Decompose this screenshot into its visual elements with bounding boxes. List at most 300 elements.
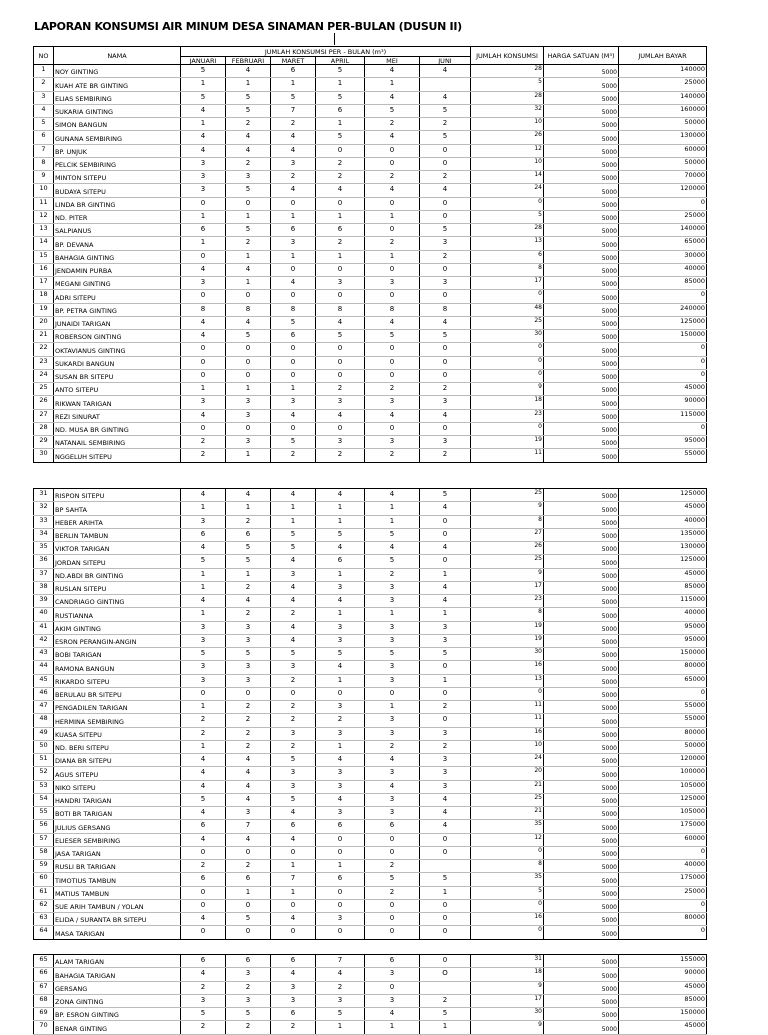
jan-value: 4 (181, 968, 226, 981)
unit-price: 5000 (544, 171, 619, 184)
unit-price: 5000 (544, 687, 619, 700)
mar-value: 3 (271, 994, 316, 1007)
apr-value: 3 (316, 396, 365, 409)
table-row (34, 356, 707, 369)
mar-value: 2 (271, 118, 316, 131)
jun-value: 2 (420, 449, 471, 462)
jun-value (420, 981, 471, 994)
row-number: 49 (34, 727, 54, 740)
jun-value: 5 (420, 489, 471, 502)
apr-value: 1 (316, 568, 365, 581)
unit-price: 5000 (544, 316, 619, 329)
total-payment: 0 (619, 343, 707, 356)
jun-value: 3 (420, 634, 471, 647)
apr-value: 3 (316, 780, 365, 793)
table-row (34, 303, 707, 316)
mar-value: 6 (271, 330, 316, 343)
unit-price: 5000 (544, 926, 619, 939)
jun-value: 5 (420, 1008, 471, 1021)
may-value: 0 (365, 369, 420, 382)
row-name: JENDAMIN PURBA (54, 263, 181, 276)
table-row (34, 383, 707, 396)
unit-price: 5000 (544, 449, 619, 462)
unit-price: 5000 (544, 224, 619, 237)
mar-value: 5 (271, 793, 316, 806)
feb-value: 0 (226, 356, 271, 369)
jan-value: 2 (181, 860, 226, 873)
total-payment: 130000 (619, 542, 707, 555)
total-payment: 95000 (619, 634, 707, 647)
row-number: 67 (34, 981, 54, 994)
jan-value: 5 (181, 555, 226, 568)
jan-value: 5 (181, 65, 226, 78)
feb-value: 0 (226, 369, 271, 382)
row-name: CANDRIAGO GINTING (54, 595, 181, 608)
apr-value: 3 (316, 767, 365, 780)
total-payment: 85000 (619, 994, 707, 1007)
row-name: HERMINA SEMBIRING (54, 714, 181, 727)
table-row (34, 754, 707, 767)
total-payment: 60000 (619, 833, 707, 846)
feb-value: 8 (226, 303, 271, 316)
row-name: SIMON BANGUN (54, 118, 181, 131)
table-row (34, 1021, 707, 1034)
jan-value: 1 (181, 568, 226, 581)
total-payment: 65000 (619, 674, 707, 687)
jan-value: 6 (181, 224, 226, 237)
total-consumption: 0 (471, 369, 544, 382)
jun-value: 2 (420, 994, 471, 1007)
row-name: JORDAN SITEPU (54, 555, 181, 568)
feb-value: 3 (226, 621, 271, 634)
feb-value: 1 (226, 449, 271, 462)
mar-value: 3 (271, 396, 316, 409)
total-payment: 175000 (619, 820, 707, 833)
feb-value: 1 (226, 78, 271, 91)
table-row (34, 634, 707, 647)
unit-price: 5000 (544, 634, 619, 647)
unit-price: 5000 (544, 873, 619, 886)
total-consumption: 11 (471, 449, 544, 462)
table-row (34, 886, 707, 899)
jan-value: 0 (181, 926, 226, 939)
row-name: NIKO SITEPU (54, 780, 181, 793)
apr-value: 6 (316, 224, 365, 237)
total-consumption: 14 (471, 171, 544, 184)
row-name: TIMOTIUS TAMBUN (54, 873, 181, 886)
may-value: 0 (365, 422, 420, 435)
total-payment: 85000 (619, 581, 707, 594)
may-value: 4 (365, 542, 420, 555)
row-number: 61 (34, 886, 54, 899)
may-value: 0 (365, 356, 420, 369)
total-payment: 105000 (619, 807, 707, 820)
may-value: 4 (365, 489, 420, 502)
jan-value: 4 (181, 104, 226, 117)
mar-value: 2 (271, 449, 316, 462)
feb-value: 0 (226, 290, 271, 303)
may-value: 1 (365, 210, 420, 223)
jan-value: 1 (181, 383, 226, 396)
table-row (34, 568, 707, 581)
table-row (34, 184, 707, 197)
apr-value: 1 (316, 740, 365, 753)
unit-price: 5000 (544, 104, 619, 117)
jun-value: 0 (420, 157, 471, 170)
feb-value: 1 (226, 502, 271, 515)
feb-value: 3 (226, 396, 271, 409)
jun-value: 3 (420, 767, 471, 780)
total-consumption: 16 (471, 661, 544, 674)
jan-value: 5 (181, 648, 226, 661)
row-number: 3 (34, 91, 54, 104)
jun-value: 0 (420, 714, 471, 727)
jun-value: 2 (420, 118, 471, 131)
table-row (34, 330, 707, 343)
table-row (34, 926, 707, 939)
table-row (34, 157, 707, 170)
total-payment: 65000 (619, 237, 707, 250)
feb-value: 5 (226, 1008, 271, 1021)
row-number: 6 (34, 131, 54, 144)
apr-value: 5 (316, 648, 365, 661)
unit-price: 5000 (544, 899, 619, 912)
apr-value: 0 (316, 144, 365, 157)
may-value: 1 (365, 250, 420, 263)
may-value: 5 (365, 104, 420, 117)
total-payment: 50000 (619, 740, 707, 753)
jan-value: 6 (181, 820, 226, 833)
jun-value: 0 (420, 369, 471, 382)
jan-value: 4 (181, 767, 226, 780)
total-consumption: 28 (471, 224, 544, 237)
row-name: BENAR GINTING (54, 1021, 181, 1034)
apr-value: 4 (316, 754, 365, 767)
row-number: 52 (34, 767, 54, 780)
feb-value: 4 (226, 489, 271, 502)
total-consumption: 10 (471, 118, 544, 131)
jun-value: 0 (420, 846, 471, 859)
jun-value: 4 (420, 502, 471, 515)
table-row (34, 648, 707, 661)
apr-value: 4 (316, 316, 365, 329)
total-payment: 30000 (619, 250, 707, 263)
unit-price: 5000 (544, 65, 619, 78)
total-consumption: 0 (471, 343, 544, 356)
table-row (34, 608, 707, 621)
row-name: VIKTOR TARIGAN (54, 542, 181, 555)
jun-value: O (420, 968, 471, 981)
jun-value: 4 (420, 65, 471, 78)
row-name: SUKARDI BANGUN (54, 356, 181, 369)
total-payment: 45000 (619, 981, 707, 994)
may-value: 3 (365, 277, 420, 290)
unit-price: 5000 (544, 157, 619, 170)
feb-value: 2 (226, 740, 271, 753)
table-row (34, 595, 707, 608)
apr-value: 0 (316, 899, 365, 912)
row-number: 17 (34, 277, 54, 290)
jun-value: 4 (420, 581, 471, 594)
jun-value: 8 (420, 303, 471, 316)
jun-value: 0 (420, 555, 471, 568)
row-name: BP. ESRON GINTING (54, 1008, 181, 1021)
mar-value: 0 (271, 263, 316, 276)
row-number: 68 (34, 994, 54, 1007)
jun-value (420, 860, 471, 873)
total-payment: 155000 (619, 955, 707, 968)
row-number: 35 (34, 542, 54, 555)
row-name: DIANA BR SITEPU (54, 754, 181, 767)
unit-price: 5000 (544, 78, 619, 91)
apr-value: 1 (316, 210, 365, 223)
unit-price: 5000 (544, 369, 619, 382)
jun-value: 0 (420, 422, 471, 435)
total-payment: 120000 (619, 754, 707, 767)
table-row (34, 873, 707, 886)
table-row (34, 727, 707, 740)
jun-value: 2 (420, 171, 471, 184)
total-payment: 45000 (619, 1021, 707, 1034)
row-number: 53 (34, 780, 54, 793)
total-consumption: 0 (471, 687, 544, 700)
unit-price: 5000 (544, 608, 619, 621)
total-consumption: 18 (471, 396, 544, 409)
table-row (34, 1008, 707, 1021)
row-name: BP. PETRA GINTING (54, 303, 181, 316)
table-row (34, 767, 707, 780)
total-consumption: 16 (471, 727, 544, 740)
jun-value: 3 (420, 754, 471, 767)
mar-value: 4 (271, 144, 316, 157)
mar-value: 2 (271, 171, 316, 184)
row-number: 43 (34, 648, 54, 661)
row-name: BAHAGIA GINTING (54, 250, 181, 263)
apr-value: 4 (316, 968, 365, 981)
may-value: 2 (365, 886, 420, 899)
row-number: 13 (34, 224, 54, 237)
jan-value: 0 (181, 290, 226, 303)
apr-value: 0 (316, 886, 365, 899)
may-value: 4 (365, 409, 420, 422)
total-consumption: 30 (471, 1008, 544, 1021)
row-number: 65 (34, 955, 54, 968)
feb-value: 4 (226, 65, 271, 78)
mar-value: 0 (271, 846, 316, 859)
apr-value: 2 (316, 171, 365, 184)
total-consumption: 31 (471, 955, 544, 968)
jan-value: 1 (181, 581, 226, 594)
may-value: 5 (365, 873, 420, 886)
jan-value: 1 (181, 701, 226, 714)
jun-value: 4 (420, 820, 471, 833)
total-consumption: 25 (471, 489, 544, 502)
total-payment: 100000 (619, 767, 707, 780)
total-consumption: 0 (471, 422, 544, 435)
jan-value: 5 (181, 793, 226, 806)
jan-value: 1 (181, 118, 226, 131)
table-row (34, 968, 707, 981)
total-payment: 125000 (619, 793, 707, 806)
feb-value: 7 (226, 820, 271, 833)
row-name: BUDAYA SITEPU (54, 184, 181, 197)
row-number: 58 (34, 846, 54, 859)
row-name: RUSLI BR TARIGAN (54, 860, 181, 873)
total-payment: 50000 (619, 157, 707, 170)
jan-value: 0 (181, 899, 226, 912)
jun-value: 2 (420, 740, 471, 753)
mar-value: 4 (271, 913, 316, 926)
table-row (34, 65, 707, 78)
mar-value: 5 (271, 528, 316, 541)
may-value: 0 (365, 926, 420, 939)
feb-value: 3 (226, 171, 271, 184)
may-value: 0 (365, 144, 420, 157)
jun-value: 5 (420, 131, 471, 144)
mar-value: 4 (271, 489, 316, 502)
feb-value: 5 (226, 913, 271, 926)
jan-value: 5 (181, 1008, 226, 1021)
total-payment: 0 (619, 369, 707, 382)
unit-price: 5000 (544, 131, 619, 144)
row-number: 56 (34, 820, 54, 833)
feb-value: 2 (226, 157, 271, 170)
jun-value: 2 (420, 383, 471, 396)
may-value: 4 (365, 91, 420, 104)
table-row (34, 118, 707, 131)
table-row (34, 701, 707, 714)
feb-value: 5 (226, 224, 271, 237)
unit-price: 5000 (544, 701, 619, 714)
apr-value: 1 (316, 1021, 365, 1034)
may-value: 0 (365, 343, 420, 356)
total-consumption: 10 (471, 157, 544, 170)
jun-value: 1 (420, 1021, 471, 1034)
unit-price: 5000 (544, 118, 619, 131)
apr-value: 3 (316, 727, 365, 740)
total-consumption: 19 (471, 621, 544, 634)
apr-value: 0 (316, 290, 365, 303)
mar-value: 4 (271, 184, 316, 197)
row-number: 37 (34, 568, 54, 581)
row-name: ESRON PERANGIN-ANGIN (54, 634, 181, 647)
apr-value: 3 (316, 436, 365, 449)
total-payment: 0 (619, 687, 707, 700)
row-number: 46 (34, 687, 54, 700)
total-consumption: 26 (471, 542, 544, 555)
apr-value: 7 (316, 955, 365, 968)
row-number: 44 (34, 661, 54, 674)
row-number: 64 (34, 926, 54, 939)
total-payment: 135000 (619, 528, 707, 541)
feb-value: 5 (226, 555, 271, 568)
apr-value: 1 (316, 674, 365, 687)
unit-price: 5000 (544, 184, 619, 197)
row-number: 31 (34, 489, 54, 502)
total-payment: 125000 (619, 316, 707, 329)
total-payment: 70000 (619, 171, 707, 184)
row-name: BERULAU BR SITEPU (54, 687, 181, 700)
row-name: KUASA SITEPU (54, 727, 181, 740)
jun-value: 0 (420, 515, 471, 528)
table-row (34, 555, 707, 568)
jun-value: 3 (420, 780, 471, 793)
table-row (34, 833, 707, 846)
may-value: 0 (365, 846, 420, 859)
apr-value: 3 (316, 701, 365, 714)
may-value: 0 (365, 981, 420, 994)
apr-value: 4 (316, 793, 365, 806)
feb-value: 1 (226, 383, 271, 396)
feb-value: 4 (226, 316, 271, 329)
may-value: 2 (365, 171, 420, 184)
total-consumption: 8 (471, 608, 544, 621)
jun-value: 1 (420, 674, 471, 687)
jan-value: 0 (181, 250, 226, 263)
mar-value: 3 (271, 780, 316, 793)
mar-value: 5 (271, 648, 316, 661)
unit-price: 5000 (544, 754, 619, 767)
row-name: RUSTIANNA (54, 608, 181, 621)
jan-value: 4 (181, 263, 226, 276)
row-name: JULIUS GERSANG (54, 820, 181, 833)
feb-value: 3 (226, 674, 271, 687)
may-value: 2 (365, 118, 420, 131)
jan-value: 6 (181, 528, 226, 541)
jun-value: 4 (420, 184, 471, 197)
row-number: 19 (34, 303, 54, 316)
jan-value: 4 (181, 316, 226, 329)
row-name: GERSANG (54, 981, 181, 994)
apr-value: 4 (316, 542, 365, 555)
jun-value: 0 (420, 343, 471, 356)
total-consumption: 5 (471, 78, 544, 91)
row-number: 21 (34, 330, 54, 343)
feb-value: 1 (226, 568, 271, 581)
apr-value: 4 (316, 184, 365, 197)
jan-value: 1 (181, 78, 226, 91)
may-value: 0 (365, 899, 420, 912)
row-name: ND. PITER (54, 210, 181, 223)
feb-value: 0 (226, 846, 271, 859)
table-row (34, 780, 707, 793)
row-name: SUE ARIH TAMBUN / YOLAN (54, 899, 181, 912)
mar-value: 1 (271, 78, 316, 91)
row-number: 8 (34, 157, 54, 170)
feb-value: 0 (226, 926, 271, 939)
table-row (34, 131, 707, 144)
total-payment: 150000 (619, 1008, 707, 1021)
feb-value: 5 (226, 184, 271, 197)
apr-value: 2 (316, 981, 365, 994)
mar-value: 1 (271, 210, 316, 223)
table-row (34, 449, 707, 462)
may-value: 1 (365, 515, 420, 528)
unit-price: 5000 (544, 91, 619, 104)
mar-value: 1 (271, 886, 316, 899)
mar-value: 4 (271, 581, 316, 594)
feb-value: 4 (226, 767, 271, 780)
may-value: 3 (365, 968, 420, 981)
row-number: 24 (34, 369, 54, 382)
unit-price: 5000 (544, 489, 619, 502)
row-number: 55 (34, 807, 54, 820)
mar-value: 2 (271, 714, 316, 727)
apr-value: 4 (316, 489, 365, 502)
mar-value: 3 (271, 727, 316, 740)
feb-value: 2 (226, 981, 271, 994)
mar-value: 0 (271, 687, 316, 700)
